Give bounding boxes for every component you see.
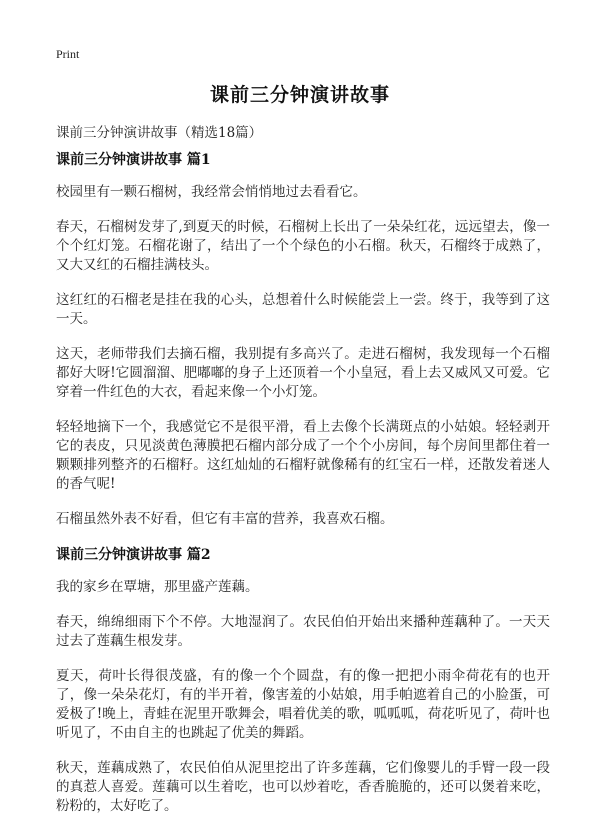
document-subtitle: 课前三分钟演讲故事（精选18篇） — [56, 125, 263, 141]
paragraph: 秋天，莲藕成熟了，农民伯伯从泥里挖出了许多莲藕，它们像婴儿的手臂一段一段的真惹人喜爱。莲藕可以生着吃，也可以炒着吃，香香脆脆的，还可以煲着来吃，粉粉的，太好吃了。 — [56, 760, 550, 814]
paragraph: 夏天，荷叶长得很茂盛，有的像一个个圆盘，有的像一把把小雨伞荷花有的也开了，像一朵朵花灯，有的半开着，像害羞的小姑娘，用手帕遮着自己的小脸蛋，可爱极了!晚上，青蛙在泥里开歌舞会，唱着优美的歌，呱呱呱，荷花听见了，荷叶也听见了，不由自主的也跳起了优美的舞蹈。 — [56, 668, 550, 741]
document-title: 课前三分钟演讲故事 — [209, 84, 390, 106]
paragraph: 轻轻地摘下一个，我感觉它不是很平滑，看上去像个长满斑点的小姑娘。轻轻剥开它的表皮，只见淡黄色薄膜把石榴内部分成了一个个小房间，每个房间里都住着一颗颗排列整齐的石榴籽。这红灿灿的石榴籽就像稀有的红宝石一样，还散发着迷人的香气呢! — [56, 419, 550, 492]
print-label: Print — [56, 47, 80, 61]
paragraph: 校园里有一颗石榴树，我经常会悄悄地过去看看它。 — [56, 184, 367, 200]
document-content — [56, 150, 550, 832]
paragraph: 我的家乡在覃塘，那里盛产莲藕。 — [56, 579, 259, 595]
section-heading: 课前三分钟演讲故事 篇2 — [56, 547, 211, 563]
paragraph: 这天，老师带我们去摘石榴，我别提有多高兴了。走进石榴树，我发现每一个石榴都好大呀!它圆溜溜、肥嘟嘟的身子上还顶着一个小皇冠，看上去又威风又可爱。它穿着一件红色的大衣，看起来像一个小灯笼。 — [56, 346, 550, 400]
paragraph: 这红红的石榴老是挂在我的心头，总想着什么时候能尝上一尝。终于，我等到了这一天。 — [56, 292, 550, 327]
section-1 — [56, 150, 550, 529]
paragraph: 春天，绵绵细雨下个不停。大地湿润了。农民伯伯开始出来播种莲藕种了。一天天过去了莲藕生根发芽。 — [56, 614, 550, 649]
section-2 — [56, 545, 550, 816]
paragraph: 春天，石榴树发芽了,到夏天的时候，石榴树上长出了一朵朵红花，远远望去，像一个个红灯笼。石榴花谢了，结出了一个个绿色的小石榴。秋天，石榴终于成熟了，又大又红的石榴挂满枝头。 — [56, 219, 550, 273]
section-heading: 课前三分钟演讲故事 篇1 — [56, 152, 211, 168]
paragraph: 石榴虽然外表不好看，但它有丰富的营养，我喜欢石榴。 — [56, 511, 394, 527]
